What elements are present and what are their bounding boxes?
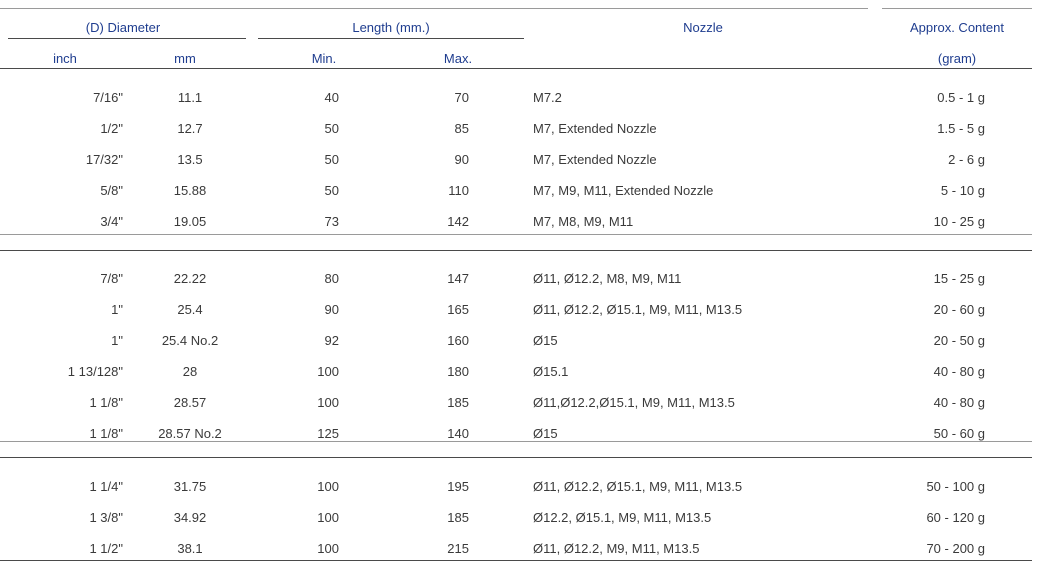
- header-diameter: (D) Diameter: [85, 20, 161, 35]
- cell-max: 160: [447, 333, 469, 348]
- top-rule-left: [0, 8, 868, 9]
- cell-mm: 15.88: [173, 183, 207, 198]
- cell-content: 60 - 120 g: [926, 510, 985, 525]
- cell-mm: 31.75: [173, 479, 207, 494]
- cell-inch: 1 1/2": [89, 541, 123, 556]
- header-max: Max.: [443, 51, 473, 66]
- cell-min: 90: [324, 302, 339, 317]
- group1-bottom-rule: [0, 234, 1032, 235]
- cell-max: 195: [447, 479, 469, 494]
- cell-nozzle: Ø15: [533, 426, 558, 441]
- cell-nozzle: M7.2: [533, 90, 562, 105]
- cell-nozzle: Ø11, Ø12.2, Ø15.1, M9, M11, M13.5: [533, 302, 743, 317]
- diameter-underline: [8, 38, 246, 39]
- cell-mm: 12.7: [177, 121, 203, 136]
- cell-content: 10 - 25 g: [933, 214, 985, 229]
- cell-max: 142: [447, 214, 469, 229]
- header-length: Length (mm.): [352, 20, 430, 35]
- cell-mm: 22.22: [173, 271, 207, 286]
- header-gram: (gram): [937, 51, 977, 66]
- cell-nozzle: M7, Extended Nozzle: [533, 121, 657, 136]
- header-bottom-rule: [0, 68, 1032, 69]
- cell-mm: 38.1: [177, 541, 203, 556]
- cell-inch: 17/32": [85, 152, 123, 167]
- top-rule-right: [882, 8, 1032, 9]
- cell-max: 110: [448, 183, 469, 198]
- cell-inch: 1 1/8": [89, 395, 123, 410]
- header-approx-content: Approx. Content: [910, 20, 1004, 35]
- header-inch: inch: [53, 51, 77, 66]
- cell-content: 1.5 - 5 g: [937, 121, 985, 136]
- cell-nozzle: Ø11, Ø12.2, M8, M9, M11: [533, 271, 682, 286]
- cell-nozzle: Ø15: [533, 333, 558, 348]
- cell-max: 185: [447, 510, 469, 525]
- cell-inch: 7/16": [93, 90, 123, 105]
- cell-inch: 1": [111, 333, 123, 348]
- cell-nozzle: Ø12.2, Ø15.1, M9, M11, M13.5: [533, 510, 712, 525]
- cell-max: 70: [454, 90, 469, 105]
- cell-inch: 1 3/8": [89, 510, 123, 525]
- cell-min: 100: [317, 395, 339, 410]
- cell-mm: 28: [182, 364, 198, 379]
- cell-content: 20 - 50 g: [933, 333, 985, 348]
- cell-min: 50: [324, 183, 339, 198]
- cell-max: 185: [447, 395, 469, 410]
- cell-content: 50 - 60 g: [933, 426, 985, 441]
- cell-inch: 1/2": [100, 121, 123, 136]
- cell-min: 125: [317, 426, 339, 441]
- cell-inch: 1 1/8": [89, 426, 123, 441]
- cell-inch: 1": [111, 302, 123, 317]
- header-mm: mm: [174, 51, 196, 66]
- cell-nozzle: M7, M9, M11, Extended Nozzle: [533, 183, 714, 198]
- cell-nozzle: Ø11, Ø12.2, Ø15.1, M9, M11, M13.5: [533, 479, 743, 494]
- cell-nozzle: Ø15.1: [533, 364, 569, 379]
- cell-content: 2 - 6 g: [948, 152, 985, 167]
- cell-nozzle: Ø11,Ø12.2,Ø15.1, M9, M11, M13.5: [533, 395, 735, 410]
- cell-min: 100: [317, 364, 339, 379]
- table-bottom-rule: [0, 560, 1032, 561]
- cell-content: 20 - 60 g: [933, 302, 985, 317]
- cell-min: 100: [317, 479, 339, 494]
- cell-mm: 19.05: [173, 214, 207, 229]
- cell-min: 40: [324, 90, 339, 105]
- cell-mm: 28.57 No.2: [158, 426, 222, 441]
- cell-nozzle: M7, M8, M9, M11: [533, 214, 634, 229]
- cell-inch: 3/4": [100, 214, 123, 229]
- cell-nozzle: Ø11, Ø12.2, M9, M11, M13.5: [533, 541, 700, 556]
- cell-min: 80: [324, 271, 339, 286]
- cell-inch: 1 1/4": [89, 479, 123, 494]
- cell-mm: 34.92: [173, 510, 207, 525]
- cell-content: 70 - 200 g: [926, 541, 985, 556]
- header-min: Min.: [311, 51, 337, 66]
- cell-content: 50 - 100 g: [926, 479, 985, 494]
- header-nozzle: Nozzle: [683, 20, 723, 35]
- cell-min: 50: [324, 121, 339, 136]
- cell-content: 40 - 80 g: [933, 364, 985, 379]
- cell-mm: 28.57: [173, 395, 207, 410]
- cell-max: 85: [454, 121, 469, 136]
- cell-min: 100: [317, 510, 339, 525]
- cell-content: 15 - 25 g: [933, 271, 985, 286]
- cell-content: 0.5 - 1 g: [937, 90, 985, 105]
- cell-min: 100: [317, 541, 339, 556]
- cell-max: 140: [447, 426, 469, 441]
- cell-min: 50: [324, 152, 339, 167]
- cell-max: 180: [447, 364, 469, 379]
- cell-mm: 25.4 No.2: [161, 333, 219, 348]
- cell-mm: 25.4: [177, 302, 203, 317]
- group3-top-rule: [0, 457, 1032, 458]
- group2-top-rule: [0, 250, 1032, 251]
- cell-nozzle: M7, Extended Nozzle: [533, 152, 657, 167]
- cell-min: 73: [324, 214, 339, 229]
- cell-mm: 11.1: [177, 90, 203, 105]
- cell-inch: 7/8": [100, 271, 123, 286]
- cell-inch: 5/8": [100, 183, 123, 198]
- cell-max: 215: [447, 541, 469, 556]
- cell-max: 165: [447, 302, 469, 317]
- cell-mm: 13.5: [177, 152, 203, 167]
- cell-max: 147: [447, 271, 469, 286]
- cell-content: 40 - 80 g: [933, 395, 985, 410]
- cell-min: 92: [324, 333, 339, 348]
- length-underline: [258, 38, 524, 39]
- cell-inch: 1 13/128": [67, 364, 123, 379]
- cell-content: 5 - 10 g: [940, 183, 985, 198]
- cell-max: 90: [454, 152, 469, 167]
